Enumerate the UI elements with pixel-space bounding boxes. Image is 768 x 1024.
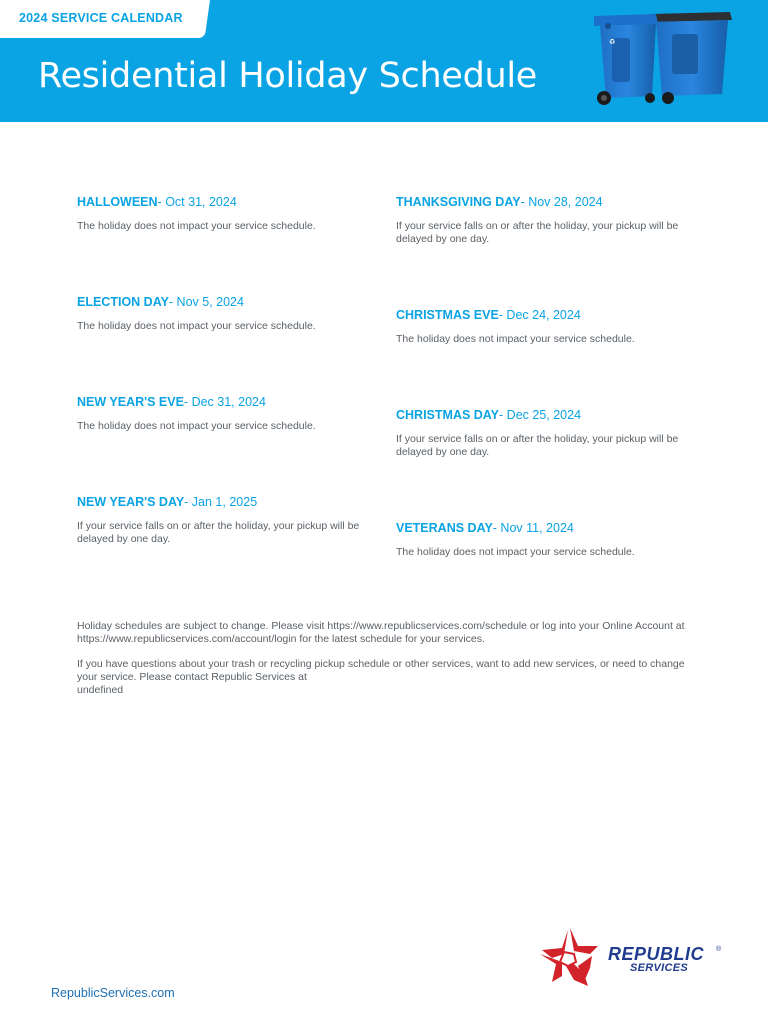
holiday-description: If your service falls on or after the holiday, your pickup will be delayed by one day.: [77, 520, 360, 545]
holiday-heading: VETERANS DAY- Nov 11, 2024: [396, 521, 574, 535]
logo-wordmark: REPUBLIC: [608, 944, 705, 964]
logo-subtitle: SERVICES: [630, 962, 689, 974]
holiday-description: If your service falls on or after the holiday, your pickup will be delayed by one day.: [396, 220, 679, 245]
page-title: Residential Holiday Schedule: [38, 56, 538, 96]
holiday-election-day: [77, 295, 367, 333]
holiday-description: If your service falls on or after the holiday, your pickup will be delayed by one day.: [396, 433, 679, 458]
holiday-christmas-day: [396, 408, 686, 459]
holiday-heading: THANKSGIVING DAY- Nov 28, 2024: [396, 195, 603, 209]
holiday-heading: NEW YEAR'S DAY- Jan 1, 2025: [77, 495, 258, 509]
holiday-thanksgiving: [396, 195, 686, 246]
holiday-new-years-eve: [77, 395, 367, 433]
holiday-veterans-day: [396, 521, 686, 559]
holiday-description: The holiday does not impact your service schedule.: [77, 220, 316, 232]
carts-image: [590, 4, 740, 106]
trash-cart-icon: [650, 12, 732, 104]
footer-website-link[interactable]: RepublicServices.com: [51, 986, 175, 1000]
svg-text:♻: ♻: [609, 38, 616, 46]
header-banner: [0, 0, 768, 122]
schedule-change-notice: Holiday schedules are subject to change. Please visit https://www.republicservices.com/schedule or log into your Online Account at https://www.republicservices.com/account/login for the latest schedule for your services.: [77, 620, 685, 645]
holiday-description: The holiday does not impact your service schedule.: [396, 333, 635, 345]
holiday-heading: CHRISTMAS EVE- Dec 24, 2024: [396, 308, 581, 322]
holiday-heading: HALLOWEEN- Oct 31, 2024: [77, 195, 237, 209]
holiday-halloween: [77, 195, 367, 233]
holiday-description: The holiday does not impact your service schedule.: [77, 420, 316, 432]
holiday-heading: NEW YEAR'S EVE- Dec 31, 2024: [77, 395, 266, 409]
holiday-description: The holiday does not impact your service schedule.: [396, 546, 635, 558]
contact-notice: [77, 658, 687, 697]
calendar-tab-label: 2024 SERVICE CALENDAR: [19, 11, 183, 25]
holiday-new-years-day: [77, 495, 367, 546]
holiday-heading: ELECTION DAY- Nov 5, 2024: [77, 295, 244, 309]
logo-registered-mark: ®: [716, 946, 722, 953]
contact-notice-text: If you have questions about your trash or recycling pickup schedule or other services, want to add new services, or need to change your service. Please contact Republic Services at: [77, 658, 685, 683]
contact-notice-value: undefined: [77, 684, 124, 696]
holiday-heading: CHRISTMAS DAY- Dec 25, 2024: [396, 408, 582, 422]
holiday-description: The holiday does not impact your service schedule.: [77, 320, 316, 332]
recycling-cart-icon: [594, 14, 658, 105]
holiday-christmas-eve: [396, 308, 686, 346]
